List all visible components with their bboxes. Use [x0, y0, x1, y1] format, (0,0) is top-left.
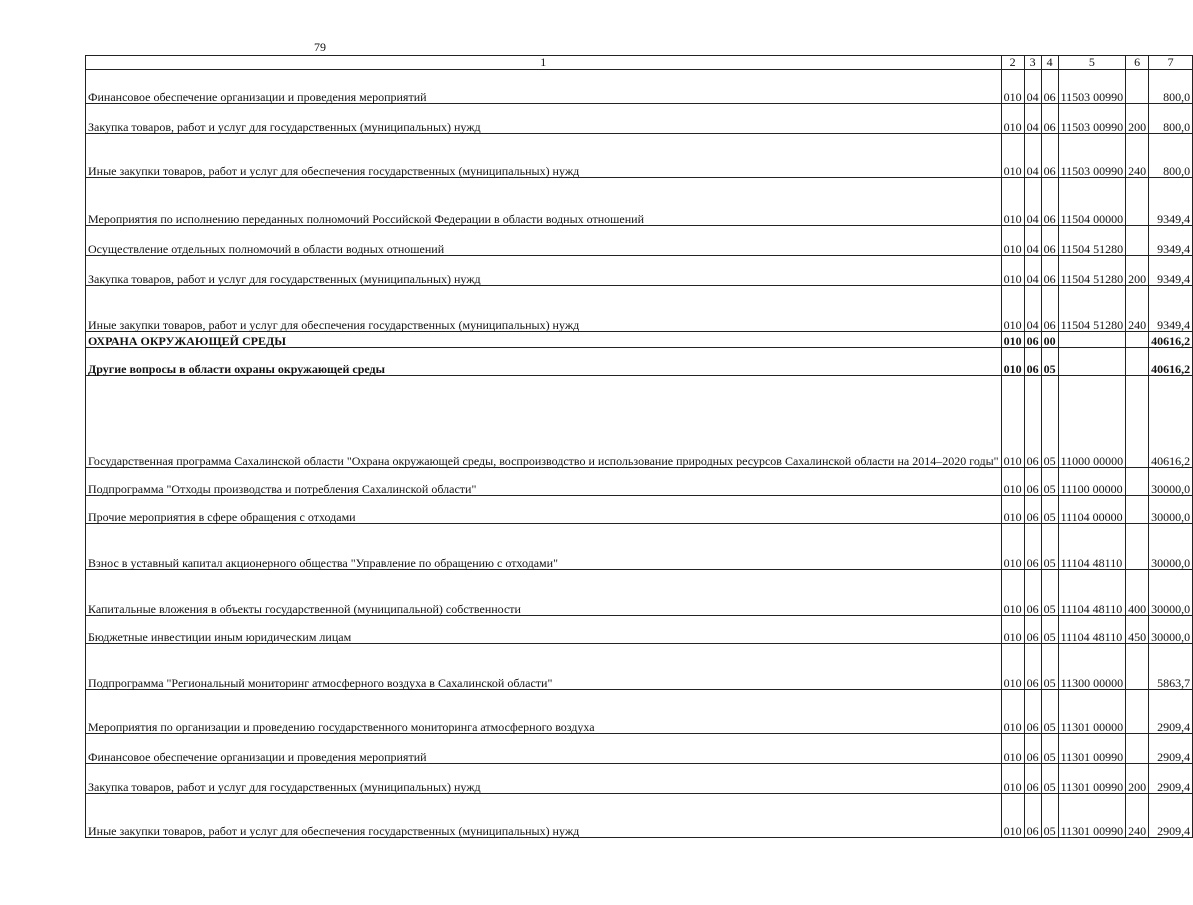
- header-cell: 5: [1058, 56, 1126, 70]
- cell-pr: 05: [1041, 496, 1058, 524]
- cell-name: Осуществление отдельных полномочий в области водных отношений: [86, 226, 1002, 256]
- cell-csr: 11503 00990: [1058, 134, 1126, 178]
- cell-name: Взнос в уставный капитал акционерного общества "Управление по обращению с отходами": [86, 524, 1002, 570]
- cell-csr: 11104 48110: [1058, 524, 1126, 570]
- cell-name: Подпрограмма "Региональный мониторинг атмосферного воздуха в Сахалинской области": [86, 644, 1002, 690]
- cell-vr: [1126, 468, 1149, 496]
- cell-csr: 11104 48110: [1058, 570, 1126, 616]
- cell-pr: 05: [1041, 764, 1058, 794]
- table-row: [86, 134, 1193, 178]
- cell-vr: 200: [1126, 764, 1149, 794]
- cell-name: ОХРАНА ОКРУЖАЮЩЕЙ СРЕДЫ: [86, 332, 1002, 348]
- cell-sum: 2909,4: [1149, 734, 1193, 764]
- cell-rz: 06: [1024, 616, 1041, 644]
- cell-pr: 05: [1041, 348, 1058, 376]
- table-header-row: [86, 56, 1193, 70]
- cell-grbs: 010: [1001, 616, 1024, 644]
- cell-vr: [1126, 690, 1149, 734]
- table-row: [86, 690, 1193, 734]
- cell-name: Закупка товаров, работ и услуг для государственных (муниципальных) нужд: [86, 104, 1002, 134]
- cell-sum: 30000,0: [1149, 468, 1193, 496]
- table-body: [86, 70, 1193, 838]
- table-row: [86, 644, 1193, 690]
- cell-pr: 06: [1041, 134, 1058, 178]
- cell-sum: 30000,0: [1149, 524, 1193, 570]
- header-cell: 2: [1001, 56, 1024, 70]
- cell-rz: 06: [1024, 794, 1041, 838]
- cell-vr: [1126, 332, 1149, 348]
- cell-pr: 05: [1041, 644, 1058, 690]
- cell-vr: 200: [1126, 256, 1149, 286]
- cell-name: Иные закупки товаров, работ и услуг для обеспечения государственных (муниципальных) нужд: [86, 286, 1002, 332]
- table-row: [86, 616, 1193, 644]
- cell-pr: 05: [1041, 616, 1058, 644]
- cell-grbs: 010: [1001, 226, 1024, 256]
- cell-grbs: 010: [1001, 376, 1024, 468]
- cell-csr: 11300 00000: [1058, 644, 1126, 690]
- cell-grbs: 010: [1001, 570, 1024, 616]
- header-cell: 1: [86, 56, 1002, 70]
- table-row: [86, 70, 1193, 104]
- cell-vr: 240: [1126, 286, 1149, 332]
- cell-rz: 06: [1024, 764, 1041, 794]
- cell-vr: [1126, 226, 1149, 256]
- cell-vr: [1126, 644, 1149, 690]
- cell-rz: 06: [1024, 734, 1041, 764]
- cell-vr: 450: [1126, 616, 1149, 644]
- cell-vr: 200: [1126, 104, 1149, 134]
- header-cell: 3: [1024, 56, 1041, 70]
- cell-rz: 06: [1024, 570, 1041, 616]
- cell-sum: 40616,2: [1149, 348, 1193, 376]
- cell-csr: 11104 00000: [1058, 496, 1126, 524]
- table-row: [86, 178, 1193, 226]
- header-cell: 7: [1149, 56, 1193, 70]
- cell-csr: 11504 00000: [1058, 178, 1126, 226]
- cell-sum: 2909,4: [1149, 690, 1193, 734]
- cell-vr: [1126, 376, 1149, 468]
- cell-sum: 30000,0: [1149, 570, 1193, 616]
- page-bottom-margin: [0, 843, 640, 905]
- cell-sum: 30000,0: [1149, 616, 1193, 644]
- cell-csr: 11104 48110: [1058, 616, 1126, 644]
- cell-pr: 05: [1041, 376, 1058, 468]
- cell-sum: 9349,4: [1149, 256, 1193, 286]
- table-row: [86, 226, 1193, 256]
- cell-rz: 04: [1024, 286, 1041, 332]
- cell-csr: 11301 00990: [1058, 734, 1126, 764]
- cell-name: Закупка товаров, работ и услуг для государственных (муниципальных) нужд: [86, 764, 1002, 794]
- cell-grbs: 010: [1001, 332, 1024, 348]
- header-cell: 4: [1041, 56, 1058, 70]
- cell-vr: [1126, 348, 1149, 376]
- cell-sum: 5863,7: [1149, 644, 1193, 690]
- table-row: [86, 524, 1193, 570]
- cell-grbs: 010: [1001, 70, 1024, 104]
- cell-grbs: 010: [1001, 496, 1024, 524]
- table-row: [86, 468, 1193, 496]
- cell-vr: [1126, 178, 1149, 226]
- header-cell: 6: [1126, 56, 1149, 70]
- cell-rz: 06: [1024, 496, 1041, 524]
- cell-csr: 11301 00990: [1058, 794, 1126, 838]
- cell-grbs: 010: [1001, 134, 1024, 178]
- cell-grbs: 010: [1001, 256, 1024, 286]
- cell-name: Мероприятия по организации и проведению государственного мониторинга атмосферного воздуха: [86, 690, 1002, 734]
- cell-vr: [1126, 496, 1149, 524]
- cell-pr: 05: [1041, 468, 1058, 496]
- cell-vr: 400: [1126, 570, 1149, 616]
- table-row: [86, 256, 1193, 286]
- table-row: [86, 496, 1193, 524]
- cell-name: Финансовое обеспечение организации и проведения мероприятий: [86, 70, 1002, 104]
- cell-grbs: 010: [1001, 764, 1024, 794]
- cell-vr: 240: [1126, 134, 1149, 178]
- cell-grbs: 010: [1001, 690, 1024, 734]
- table-row: [86, 286, 1193, 332]
- cell-sum: 9349,4: [1149, 178, 1193, 226]
- cell-grbs: 010: [1001, 348, 1024, 376]
- cell-grbs: 010: [1001, 468, 1024, 496]
- cell-csr: 11504 51280: [1058, 256, 1126, 286]
- cell-pr: 06: [1041, 178, 1058, 226]
- cell-sum: 2909,4: [1149, 794, 1193, 838]
- cell-pr: 00: [1041, 332, 1058, 348]
- cell-csr: 11503 00990: [1058, 70, 1126, 104]
- cell-vr: 240: [1126, 794, 1149, 838]
- cell-pr: 06: [1041, 104, 1058, 134]
- cell-grbs: 010: [1001, 794, 1024, 838]
- cell-grbs: 010: [1001, 104, 1024, 134]
- cell-rz: 06: [1024, 690, 1041, 734]
- cell-sum: 800,0: [1149, 134, 1193, 178]
- cell-name: Иные закупки товаров, работ и услуг для обеспечения государственных (муниципальных) нужд: [86, 134, 1002, 178]
- cell-grbs: 010: [1001, 734, 1024, 764]
- cell-csr: 11504 51280: [1058, 226, 1126, 256]
- cell-pr: 06: [1041, 226, 1058, 256]
- cell-name: Бюджетные инвестиции иным юридическим лицам: [86, 616, 1002, 644]
- cell-sum: 800,0: [1149, 104, 1193, 134]
- table-row: [86, 734, 1193, 764]
- cell-name: Финансовое обеспечение организации и проведения мероприятий: [86, 734, 1002, 764]
- cell-csr: 11000 00000: [1058, 376, 1126, 468]
- cell-vr: [1126, 524, 1149, 570]
- cell-sum: 9349,4: [1149, 226, 1193, 256]
- cell-rz: 06: [1024, 376, 1041, 468]
- table-row: [86, 764, 1193, 794]
- cell-rz: 06: [1024, 524, 1041, 570]
- cell-name: Прочие мероприятия в сфере обращения с отходами: [86, 496, 1002, 524]
- cell-name: Государственная программа Сахалинской области "Охрана окружающей среды, воспроизводство и использование природных ресурсов Сахалинской области на 2014–2020 годы": [86, 376, 1002, 468]
- cell-pr: 06: [1041, 286, 1058, 332]
- cell-pr: 05: [1041, 734, 1058, 764]
- cell-rz: 06: [1024, 644, 1041, 690]
- cell-csr: [1058, 348, 1126, 376]
- cell-name: Другие вопросы в области охраны окружающей среды: [86, 348, 1002, 376]
- cell-name: Подпрограмма "Отходы производства и потребления Сахалинской области": [86, 468, 1002, 496]
- cell-pr: 06: [1041, 256, 1058, 286]
- cell-vr: [1126, 734, 1149, 764]
- cell-sum: 40616,2: [1149, 332, 1193, 348]
- cell-rz: 06: [1024, 348, 1041, 376]
- table-row: [86, 570, 1193, 616]
- table-row: [86, 794, 1193, 838]
- cell-grbs: 010: [1001, 286, 1024, 332]
- cell-rz: 04: [1024, 226, 1041, 256]
- cell-csr: 11503 00990: [1058, 104, 1126, 134]
- cell-vr: [1126, 70, 1149, 104]
- cell-csr: [1058, 332, 1126, 348]
- cell-pr: 05: [1041, 794, 1058, 838]
- cell-csr: 11100 00000: [1058, 468, 1126, 496]
- cell-rz: 04: [1024, 134, 1041, 178]
- table-row: [86, 348, 1193, 376]
- cell-sum: 40616,2: [1149, 376, 1193, 468]
- cell-csr: 11301 00990: [1058, 764, 1126, 794]
- cell-rz: 04: [1024, 178, 1041, 226]
- cell-pr: 05: [1041, 524, 1058, 570]
- cell-pr: 06: [1041, 70, 1058, 104]
- cell-rz: 06: [1024, 332, 1041, 348]
- cell-rz: 04: [1024, 104, 1041, 134]
- budget-table: [85, 55, 1193, 838]
- page-number: 79: [314, 40, 326, 54]
- cell-pr: 05: [1041, 690, 1058, 734]
- cell-grbs: 010: [1001, 178, 1024, 226]
- table-row: [86, 332, 1193, 348]
- cell-sum: 2909,4: [1149, 764, 1193, 794]
- cell-sum: 30000,0: [1149, 496, 1193, 524]
- cell-name: Закупка товаров, работ и услуг для государственных (муниципальных) нужд: [86, 256, 1002, 286]
- cell-grbs: 010: [1001, 524, 1024, 570]
- cell-rz: 04: [1024, 70, 1041, 104]
- cell-rz: 04: [1024, 256, 1041, 286]
- cell-name: Мероприятия по исполнению переданных полномочий Российской Федерации в области водных отношений: [86, 178, 1002, 226]
- cell-csr: 11301 00000: [1058, 690, 1126, 734]
- table-row: [86, 104, 1193, 134]
- cell-grbs: 010: [1001, 644, 1024, 690]
- cell-rz: 06: [1024, 468, 1041, 496]
- cell-csr: 11504 51280: [1058, 286, 1126, 332]
- cell-sum: 800,0: [1149, 70, 1193, 104]
- cell-name: Иные закупки товаров, работ и услуг для обеспечения государственных (муниципальных) нужд: [86, 794, 1002, 838]
- cell-pr: 05: [1041, 570, 1058, 616]
- cell-name: Капитальные вложения в объекты государственной (муниципальной) собственности: [86, 570, 1002, 616]
- table-row: [86, 376, 1193, 468]
- cell-sum: 9349,4: [1149, 286, 1193, 332]
